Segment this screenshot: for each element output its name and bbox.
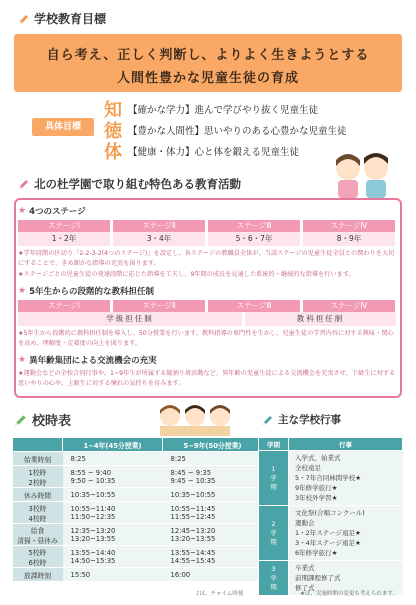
stage-cell xyxy=(208,220,300,246)
schedule-header-row xyxy=(13,438,263,452)
goal-section-heading xyxy=(18,10,106,27)
schedule-row xyxy=(13,502,263,524)
mixed-age-note: ★運動会などの全校合同行事や、1~9年生が所属する縦割り班活動など、異年齢の児童生徒による交流機会を充実させ、下級生に対する思いやりの心や、上級生に対する憧れの気持ちを育みます。 xyxy=(18,370,396,387)
goal-kanji: 体 xyxy=(104,141,122,163)
events-term: 1 学 期 xyxy=(259,451,289,506)
events-list: 卒業式 前期課程修了式 修了式 xyxy=(289,561,403,596)
stage-grades: 3・4年 xyxy=(113,232,205,246)
stage-grades: 1・2年 xyxy=(18,232,110,246)
stage-cell xyxy=(18,220,110,246)
schedule-time: 10:55~11:45 11:55~12:45 xyxy=(163,502,263,524)
schedule-time: 13:55~14:40 14:50~15:35 xyxy=(63,546,163,568)
star-icon: ★ xyxy=(18,286,27,296)
schedule-row xyxy=(13,488,263,502)
schedule-time: 8:25 xyxy=(163,452,263,466)
schedule-time: 8:25 xyxy=(63,452,163,466)
pencil-icon xyxy=(262,414,274,426)
tanto-system-row xyxy=(18,312,396,326)
children-illustration xyxy=(330,150,396,200)
events-term: 2 学 期 xyxy=(259,506,289,561)
mixed-age-heading-text: 異年齢集団による交流機会の充実 xyxy=(29,356,157,366)
schedule-label: 休み時間 xyxy=(13,488,63,502)
goal-row xyxy=(104,140,347,161)
events-list: 入学式、始業式 全校遠足 5・7年合同林間学校★ 9年修学旅行★ 3年校外学習★ xyxy=(289,451,403,506)
features-title: 北の杜学園で取り組む特色ある教育活動 xyxy=(34,177,241,191)
events-list: 文化祭(合唱コンクール) 運動会 1・2年ステージ遠足★ 3・4年ステージ遠足★ 6年修学旅行★ xyxy=(289,506,403,561)
star-icon: ★ xyxy=(18,355,27,365)
tanto-stage: ステージⅢ xyxy=(208,300,300,312)
schedule-label: 5校時 6校時 xyxy=(13,546,63,568)
schedule-table xyxy=(12,437,263,582)
schedule-time: 8:55 ~ 9:40 9:50 ~ 10:35 xyxy=(63,466,163,488)
goal-kanji: 知 xyxy=(104,99,122,121)
goal-rows xyxy=(104,98,347,161)
stage-name: ステージⅢ xyxy=(208,220,300,232)
stages-row xyxy=(18,220,396,246)
events-term: 3 学 期 xyxy=(259,561,289,596)
schedule-time: 8:45 ~ 9:35 9:45 ~ 10:35 xyxy=(163,466,263,488)
tanto-stage: ステージⅡ xyxy=(113,300,205,312)
events-event-header: 行事 xyxy=(289,438,403,451)
goal-text: 【豊かな人間性】思いやりのある心豊かな児童生徒 xyxy=(128,125,347,137)
schedule-time: 12:45~13:20 13:20~13:55 xyxy=(163,524,263,546)
goal-banner xyxy=(14,34,402,92)
stage-cell xyxy=(113,220,205,246)
events-note: ★は、実施時期の変更も考えられます。 xyxy=(300,591,398,597)
schedule-title: 校時表 xyxy=(32,414,72,429)
events-table xyxy=(258,437,403,596)
pencil-icon xyxy=(18,178,30,190)
stage-note-2: ★ステージごとの児童生徒の発達段階に応じた指導を工夫し、9年間の成長を見通した系統的・継続的な指導を行います。 xyxy=(18,271,355,278)
features-heading xyxy=(18,176,241,192)
stage-cell xyxy=(303,220,395,246)
schedule-label: 1校時 2校時 xyxy=(13,466,63,488)
events-heading xyxy=(262,412,341,427)
stages-heading xyxy=(18,205,396,217)
events-row xyxy=(259,451,403,506)
events-term-header: 学期 xyxy=(259,438,289,451)
schedule-row xyxy=(13,452,263,466)
goal-line-1: 自ら考え、正しく判断し、よりよく生きようとする xyxy=(46,48,370,63)
goal-section-title: 学校教育目標 xyxy=(34,12,107,26)
tanto-stage: ステージⅠ xyxy=(18,300,110,312)
schedule-time: 12:35~13:20 13:20~13:55 xyxy=(63,524,163,546)
schedule-row xyxy=(13,568,263,582)
schedule-time: 13:55~14:45 14:55~15:45 xyxy=(163,546,263,568)
schedule-label: 放課時刻 xyxy=(13,568,63,582)
schedule-heading xyxy=(14,410,71,429)
schedule-col-1: 1~4年(45分授業) xyxy=(63,438,163,452)
tanto-heading xyxy=(18,285,396,297)
events-row xyxy=(259,506,403,561)
events-title: 主な学校行事 xyxy=(278,414,341,426)
schedule-corner xyxy=(13,438,63,452)
star-icon: ★ xyxy=(18,206,27,216)
students-illustration xyxy=(150,402,240,436)
tanto-heading-text: 5年生からの段階的な教科担任制 xyxy=(29,287,154,297)
pencil-icon xyxy=(14,413,28,427)
schedule-col-2: 5~9年(50分授業) xyxy=(163,438,263,452)
goal-text: 【確かな学力】進んで学びやり抜く児童生徒 xyxy=(128,104,319,116)
schedule-row xyxy=(13,524,263,546)
goal-row xyxy=(104,98,347,119)
schedule-time: 16:00 xyxy=(163,568,263,582)
goal-row xyxy=(104,119,347,140)
stage-note-1: ★学年段階の区切り「2-2-3-2(4つのステージ)」を設定し、各ステージの教職員全体が、当該ステージの児童生徒全員との関わりを大切にすることで、きめ細かな指導の充実を図ります。 xyxy=(18,250,395,267)
subject-teacher-system: 教科担任制 xyxy=(245,312,396,326)
tanto-stage: ステージⅣ xyxy=(303,300,395,312)
schedule-label: 3校時 4校時 xyxy=(13,502,63,524)
schedule-label: 始業時刻 xyxy=(13,452,63,466)
schedule-note: ♪は、チャイム時刻 xyxy=(196,591,244,597)
goal-line-2: 人間性豊かな児童生徒の育成 xyxy=(116,71,299,86)
events-header-row xyxy=(259,438,403,451)
tanto-note: ★5年生から段階的に教科担任制を導入し、50分授業を行います。教科指導の専門性を生かし、児童生徒の学習内容に対する興味・関心を高め、理解度・定着度の向上を図ります。 xyxy=(18,330,394,347)
schedule-row xyxy=(13,546,263,568)
concrete-goal-tag: 具体目標 xyxy=(32,118,94,136)
schedule-body xyxy=(13,452,263,582)
schedule-time: 10:35~10:55 xyxy=(63,488,163,502)
goal-text: 【健康・体力】心と体を鍛える児童生徒 xyxy=(128,146,300,158)
schedule-label: 給食 清掃・昼休み xyxy=(13,524,63,546)
events-body xyxy=(259,451,403,596)
schedule-time: 10:35~10:55 xyxy=(163,488,263,502)
class-teacher-system: 学級担任制 xyxy=(18,312,242,326)
schedule-time: 15:50 xyxy=(63,568,163,582)
stage-name: ステージⅠ xyxy=(18,220,110,232)
goal-kanji: 徳 xyxy=(104,120,122,142)
pencil-icon xyxy=(18,13,30,25)
features-content xyxy=(18,205,396,389)
stages-heading-text: 4つのステージ xyxy=(29,207,86,217)
schedule-row xyxy=(13,466,263,488)
mixed-age-heading xyxy=(18,354,396,366)
tanto-stage-row xyxy=(18,300,396,312)
stage-grades: 8・9年 xyxy=(303,232,395,246)
stage-name: ステージⅡ xyxy=(113,220,205,232)
schedule-time: 10:55~11:40 11:50~12:35 xyxy=(63,502,163,524)
stage-grades: 5・6・7年 xyxy=(208,232,300,246)
stage-name: ステージⅣ xyxy=(303,220,395,232)
